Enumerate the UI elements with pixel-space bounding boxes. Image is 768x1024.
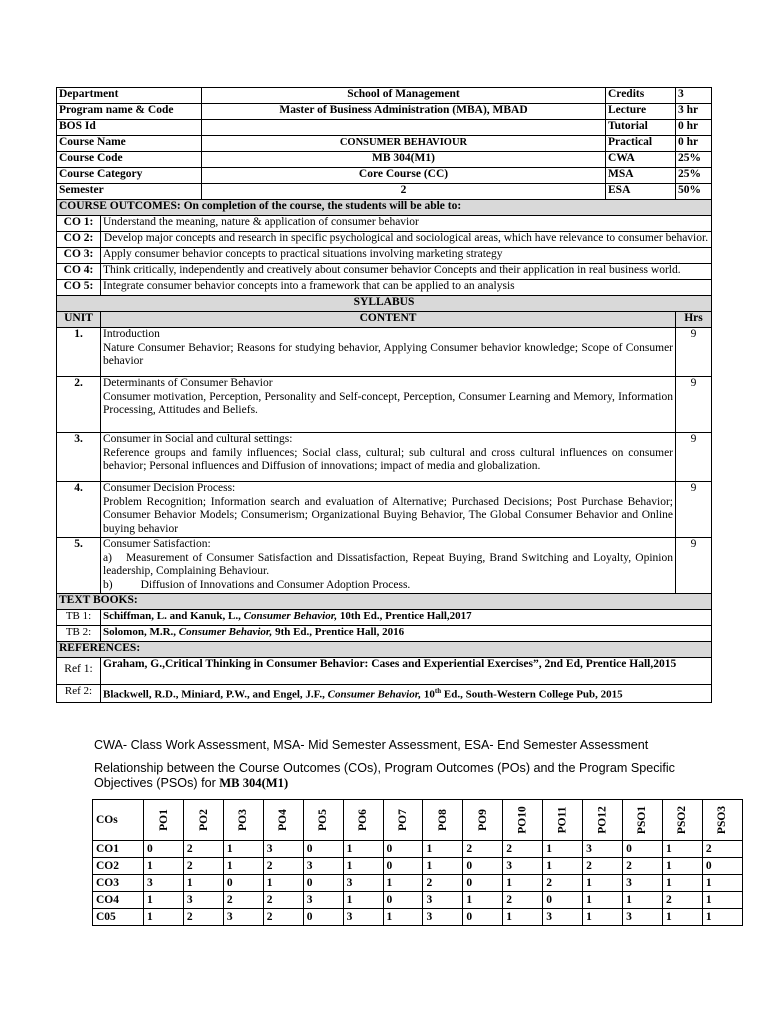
unit-content bbox=[101, 482, 676, 538]
unit-title: Consumer in Social and cultural settings: bbox=[103, 433, 293, 445]
outcome-text: Integrate consumer behavior concepts into a framework that can be applied to an analysis bbox=[101, 280, 712, 296]
course-outcomes-heading: COURSE OUTCOMES: On completion of the course, the students will be able to: bbox=[57, 200, 712, 216]
mapping-cell: 3 bbox=[623, 909, 663, 926]
unit-content bbox=[101, 538, 676, 594]
info-key: Practical bbox=[606, 136, 676, 152]
unit-hours: 9 bbox=[676, 433, 712, 482]
unit-number: 5. bbox=[57, 538, 101, 594]
mapping-cell: 0 bbox=[702, 858, 742, 875]
mapping-co-label: C05 bbox=[93, 909, 144, 926]
textbook-row bbox=[57, 626, 712, 642]
mapping-co-label: CO1 bbox=[93, 841, 144, 858]
mapping-cell: 2 bbox=[543, 875, 583, 892]
mapping-cell: 0 bbox=[383, 892, 423, 909]
info-label: Semester bbox=[57, 184, 202, 200]
mapping-cell: 1 bbox=[583, 875, 623, 892]
reference-id: Ref 2: bbox=[57, 685, 101, 703]
mapping-cell: 3 bbox=[583, 841, 623, 858]
unit-title: Consumer Satisfaction: bbox=[103, 538, 211, 550]
mapping-cell: 0 bbox=[623, 841, 663, 858]
citation-edition: 10 bbox=[421, 688, 435, 701]
mapping-cell: 1 bbox=[623, 892, 663, 909]
unit-row bbox=[57, 328, 712, 377]
unit-column-header: UNIT bbox=[57, 312, 101, 328]
unit-hours: 9 bbox=[676, 538, 712, 594]
citation-title: Consumer Behavior, bbox=[243, 610, 338, 622]
mapping-cell: 3 bbox=[343, 909, 383, 926]
reference-row bbox=[57, 685, 712, 703]
mapping-cell: 2 bbox=[623, 858, 663, 875]
mapping-cell: 1 bbox=[543, 841, 583, 858]
mapping-cell: 1 bbox=[343, 841, 383, 858]
outcome-text: Understand the meaning, nature & application of consumer behavior bbox=[101, 216, 712, 232]
mapping-cell: 1 bbox=[463, 892, 503, 909]
info-value: MB 304(M1) bbox=[202, 152, 606, 168]
mapping-cell: 2 bbox=[263, 858, 303, 875]
textbook-id: TB 1: bbox=[57, 610, 101, 626]
mapping-cell: 1 bbox=[543, 858, 583, 875]
outcome-column-header bbox=[383, 800, 423, 841]
outcome-text: Think critically, independently and creatively about consumer behavior Concepts and their application in real business world. bbox=[101, 264, 712, 280]
mapping-cell: 3 bbox=[303, 892, 343, 909]
outcome-row bbox=[57, 232, 712, 248]
info-key: Credits bbox=[606, 88, 676, 104]
mapping-cell: 3 bbox=[263, 841, 303, 858]
mapping-cell: 0 bbox=[543, 892, 583, 909]
unit-subpoint-a bbox=[103, 552, 673, 579]
info-label: Program name & Code bbox=[57, 104, 202, 120]
mapping-cell: 1 bbox=[223, 841, 263, 858]
info-label: Course Name bbox=[57, 136, 202, 152]
mapping-cell: 3 bbox=[423, 909, 463, 926]
outcome-column-label: PO8 bbox=[436, 809, 449, 831]
outcome-row bbox=[57, 280, 712, 296]
info-label: Course Code bbox=[57, 152, 202, 168]
citation-title: Consumer Behavior, bbox=[178, 626, 273, 638]
mapping-cell: 1 bbox=[383, 875, 423, 892]
outcome-column-header bbox=[263, 800, 303, 841]
mapping-cell: 1 bbox=[583, 892, 623, 909]
mapping-cell: 2 bbox=[183, 909, 223, 926]
info-value: Core Course (CC) bbox=[202, 168, 606, 184]
mapping-co-label: CO2 bbox=[93, 858, 144, 875]
unit-title: Consumer Decision Process: bbox=[103, 482, 236, 494]
mapping-cell: 0 bbox=[144, 841, 184, 858]
references-heading: REFERENCES: bbox=[57, 642, 712, 658]
info-key-value: 25% bbox=[676, 152, 712, 168]
unit-row bbox=[57, 377, 712, 433]
outcome-row bbox=[57, 248, 712, 264]
unit-content bbox=[101, 377, 676, 433]
info-key: ESA bbox=[606, 184, 676, 200]
info-row bbox=[57, 120, 712, 136]
info-label: Department bbox=[57, 88, 202, 104]
citation-details: 9th Ed., Prentice Hall, 2016 bbox=[272, 626, 405, 638]
mapping-cell: 3 bbox=[423, 892, 463, 909]
mapping-cell: 1 bbox=[144, 892, 184, 909]
mapping-cell: 1 bbox=[343, 892, 383, 909]
info-row bbox=[57, 88, 712, 104]
info-value: 2 bbox=[202, 184, 606, 200]
unit-row bbox=[57, 538, 712, 594]
unit-body: Consumer motivation, Perception, Personality and Self-concept, Perception, Consumer Learning and Memory, Information Processing, Attitudes and Beliefs. bbox=[103, 390, 673, 416]
outcome-column-label: PO7 bbox=[396, 809, 409, 831]
outcome-column-header bbox=[144, 800, 184, 841]
relationship-text: Relationship between the Course Outcomes (COs), Program Outcomes (POs) and the Program Specific Objectives (PSOs) for bbox=[94, 761, 675, 790]
outcome-column-label: PO12 bbox=[596, 806, 609, 834]
mapping-cell: 1 bbox=[662, 841, 702, 858]
info-value: Master of Business Administration (MBA), MBAD bbox=[202, 104, 606, 120]
mapping-cell: 1 bbox=[423, 858, 463, 875]
mapping-co-label: CO3 bbox=[93, 875, 144, 892]
info-label: Course Category bbox=[57, 168, 202, 184]
mapping-row bbox=[93, 892, 743, 909]
outcome-column-header bbox=[463, 800, 503, 841]
mapping-cell: 3 bbox=[503, 858, 543, 875]
mapping-cell: 0 bbox=[303, 909, 343, 926]
assessment-note: CWA- Class Work Assessment, MSA- Mid Semester Assessment, ESA- End Semester Assessment bbox=[94, 738, 649, 752]
unit-body: Problem Recognition; Information search and evaluation of Alternative; Purchased Decisions; Post Purchase Behavior; Consumer Behavior Models; Consumerism; Organizational Buying Behavior, The Global Consumer Behavior and Online buying behavior bbox=[103, 495, 673, 535]
subpoint-marker: a) bbox=[103, 551, 112, 564]
textbook-citation bbox=[101, 610, 712, 626]
mapping-cell: 0 bbox=[303, 841, 343, 858]
outcome-column-label: PO1 bbox=[157, 809, 170, 831]
mapping-cell: 2 bbox=[223, 892, 263, 909]
mapping-cell: 1 bbox=[583, 909, 623, 926]
mapping-cell: 1 bbox=[662, 858, 702, 875]
citation-authors: Blackwell, R.D., Miniard, P.W., and Engel, J.F., bbox=[103, 688, 328, 701]
unit-body: Reference groups and family influences; Social class, cultural; sub cultural and cross cultural influences on consumer behavior; Personal influences and Diffusion of innovations; impact of media and globalization. bbox=[103, 446, 673, 472]
info-row bbox=[57, 184, 712, 200]
citation-details: 10th Ed., Prentice Hall,2017 bbox=[337, 610, 472, 622]
info-row bbox=[57, 168, 712, 184]
outcome-column-header bbox=[623, 800, 663, 841]
unit-content bbox=[101, 433, 676, 482]
mapping-cell: 1 bbox=[702, 892, 742, 909]
mapping-cell: 0 bbox=[383, 841, 423, 858]
cos-column-header: COs bbox=[93, 800, 144, 841]
info-row bbox=[57, 136, 712, 152]
mapping-cell: 1 bbox=[702, 875, 742, 892]
unit-number: 4. bbox=[57, 482, 101, 538]
hrs-column-header: Hrs bbox=[676, 312, 712, 328]
unit-row bbox=[57, 482, 712, 538]
subpoint-text: Measurement of Consumer Satisfaction and Dissatisfaction, Repeat Buying, Brand Switching and Loyalty, Opinion leadership, Complaining Behaviour. bbox=[103, 551, 673, 577]
outcome-id: CO 1: bbox=[57, 216, 101, 232]
unit-number: 1. bbox=[57, 328, 101, 377]
outcome-column-header bbox=[702, 800, 742, 841]
outcome-column-header bbox=[503, 800, 543, 841]
mapping-cell: 1 bbox=[144, 858, 184, 875]
mapping-row bbox=[93, 909, 743, 926]
textbook-citation bbox=[101, 626, 712, 642]
outcome-column-header bbox=[223, 800, 263, 841]
outcome-id: CO 5: bbox=[57, 280, 101, 296]
mapping-cell: 2 bbox=[263, 892, 303, 909]
mapping-cell: 1 bbox=[183, 875, 223, 892]
info-key-value: 0 hr bbox=[676, 136, 712, 152]
mapping-cell: 1 bbox=[223, 858, 263, 875]
outcome-column-label: PO5 bbox=[317, 809, 330, 831]
outcome-column-label: PO2 bbox=[197, 809, 210, 831]
unit-row bbox=[57, 433, 712, 482]
mapping-cell: 0 bbox=[303, 875, 343, 892]
outcome-text: Develop major concepts and research in specific psychological and sociological areas, which have relevance to consumer behavior. bbox=[101, 232, 712, 248]
info-key: MSA bbox=[606, 168, 676, 184]
mapping-cell: 3 bbox=[223, 909, 263, 926]
mapping-row bbox=[93, 841, 743, 858]
unit-hours: 9 bbox=[676, 482, 712, 538]
subpoint-text: Diffusion of Innovations and Consumer Adoption Process. bbox=[140, 578, 411, 591]
mapping-cell: 3 bbox=[623, 875, 663, 892]
outcome-column-label: PSO1 bbox=[636, 805, 649, 835]
outcome-column-label: PO11 bbox=[556, 806, 569, 834]
reference-id: Ref 1: bbox=[57, 658, 101, 685]
mapping-cell: 2 bbox=[662, 892, 702, 909]
outcome-column-header bbox=[343, 800, 383, 841]
textbook-row bbox=[57, 610, 712, 626]
mapping-cell: 0 bbox=[463, 875, 503, 892]
mapping-cell: 3 bbox=[303, 858, 343, 875]
mapping-cell: 2 bbox=[583, 858, 623, 875]
textbook-id: TB 2: bbox=[57, 626, 101, 642]
mapping-row bbox=[93, 875, 743, 892]
info-label: BOS Id bbox=[57, 120, 202, 136]
mapping-cell: 2 bbox=[183, 858, 223, 875]
subpoint-marker: b) bbox=[103, 578, 113, 591]
mapping-cell: 2 bbox=[702, 841, 742, 858]
citation-authors: Solomon, M.R., bbox=[103, 626, 179, 638]
info-key-value: 0 hr bbox=[676, 120, 712, 136]
outcome-column-label: PO10 bbox=[516, 806, 529, 834]
co-po-mapping-table bbox=[92, 799, 743, 926]
outcome-row bbox=[57, 264, 712, 280]
outcome-column-label: PSO3 bbox=[716, 805, 729, 835]
mapping-cell: 2 bbox=[423, 875, 463, 892]
mapping-cell: 2 bbox=[263, 909, 303, 926]
mapping-cell: 0 bbox=[463, 909, 503, 926]
unit-content bbox=[101, 328, 676, 377]
mapping-co-label: CO4 bbox=[93, 892, 144, 909]
info-value: CONSUMER BEHAVIOUR bbox=[202, 136, 606, 152]
mapping-cell: 1 bbox=[503, 909, 543, 926]
unit-number: 2. bbox=[57, 377, 101, 433]
reference-row bbox=[57, 658, 712, 685]
citation-title: Consumer Behavior, bbox=[327, 688, 422, 701]
mapping-cell: 2 bbox=[503, 841, 543, 858]
mapping-cell: 0 bbox=[463, 858, 503, 875]
mapping-cell: 2 bbox=[463, 841, 503, 858]
unit-title: Determinants of Consumer Behavior bbox=[103, 377, 273, 389]
textbooks-heading: TEXT BOOKS: bbox=[57, 594, 712, 610]
citation-authors: Schiffman, L. and Kanuk, L., bbox=[103, 610, 244, 622]
info-key-value: 3 bbox=[676, 88, 712, 104]
info-value: School of Management bbox=[202, 88, 606, 104]
outcome-column-header bbox=[183, 800, 223, 841]
outcome-column-header bbox=[423, 800, 463, 841]
unit-hours: 9 bbox=[676, 328, 712, 377]
mapping-cell: 0 bbox=[223, 875, 263, 892]
relationship-course-code: MB 304(M1) bbox=[219, 776, 289, 790]
unit-number: 3. bbox=[57, 433, 101, 482]
mapping-cell: 1 bbox=[343, 858, 383, 875]
mapping-cell: 1 bbox=[383, 909, 423, 926]
unit-title: Introduction bbox=[103, 328, 160, 340]
mapping-row bbox=[93, 858, 743, 875]
mapping-cell: 1 bbox=[662, 875, 702, 892]
content-column-header: CONTENT bbox=[101, 312, 676, 328]
info-key-value: 3 hr bbox=[676, 104, 712, 120]
mapping-cell: 0 bbox=[383, 858, 423, 875]
course-syllabus-table bbox=[56, 87, 712, 703]
syllabus-heading: SYLLABUS bbox=[57, 296, 712, 312]
mapping-cell: 3 bbox=[144, 875, 184, 892]
info-key-value: 50% bbox=[676, 184, 712, 200]
outcome-id: CO 3: bbox=[57, 248, 101, 264]
citation-details: Ed., South-Western College Pub, 2015 bbox=[441, 688, 623, 701]
mapping-cell: 3 bbox=[343, 875, 383, 892]
mapping-cell: 3 bbox=[183, 892, 223, 909]
outcome-column-label: PO3 bbox=[237, 809, 250, 831]
reference-citation: Graham, G.,Critical Thinking in Consumer Behavior: Cases and Experiential Exercises”, 2nd Ed, Prentice Hall,2015 bbox=[101, 658, 712, 685]
info-key-value: 25% bbox=[676, 168, 712, 184]
info-key: Lecture bbox=[606, 104, 676, 120]
mapping-cell: 1 bbox=[263, 875, 303, 892]
unit-hours: 9 bbox=[676, 377, 712, 433]
mapping-header-row bbox=[93, 800, 743, 841]
outcome-id: CO 2: bbox=[57, 232, 101, 248]
mapping-cell: 2 bbox=[183, 841, 223, 858]
outcome-column-label: PO6 bbox=[357, 809, 370, 831]
mapping-cell: 1 bbox=[702, 909, 742, 926]
outcome-column-header bbox=[583, 800, 623, 841]
info-key: Tutorial bbox=[606, 120, 676, 136]
info-value bbox=[202, 120, 606, 136]
outcome-text: Apply consumer behavior concepts to practical situations involving marketing strategy bbox=[101, 248, 712, 264]
info-key: CWA bbox=[606, 152, 676, 168]
outcome-column-header bbox=[303, 800, 343, 841]
unit-body: Nature Consumer Behavior; Reasons for studying behavior, Applying Consumer behavior knowledge; Scope of Consumer behavior bbox=[103, 341, 673, 367]
mapping-cell: 3 bbox=[543, 909, 583, 926]
outcome-column-header bbox=[662, 800, 702, 841]
mapping-cell: 1 bbox=[503, 875, 543, 892]
outcome-column-label: PO9 bbox=[476, 809, 489, 831]
mapping-cell: 1 bbox=[144, 909, 184, 926]
citation-edition-suffix: th bbox=[434, 687, 442, 695]
info-row bbox=[57, 152, 712, 168]
outcome-id: CO 4: bbox=[57, 264, 101, 280]
mapping-cell: 1 bbox=[423, 841, 463, 858]
unit-subpoint-b bbox=[103, 579, 673, 593]
info-row bbox=[57, 104, 712, 120]
mapping-cell: 1 bbox=[662, 909, 702, 926]
outcome-column-label: PSO2 bbox=[676, 805, 689, 835]
mapping-cell: 2 bbox=[503, 892, 543, 909]
reference-citation bbox=[101, 685, 712, 703]
outcome-row bbox=[57, 216, 712, 232]
relationship-note bbox=[94, 761, 694, 791]
outcome-column-header bbox=[543, 800, 583, 841]
outcome-column-label: PO4 bbox=[277, 809, 290, 831]
